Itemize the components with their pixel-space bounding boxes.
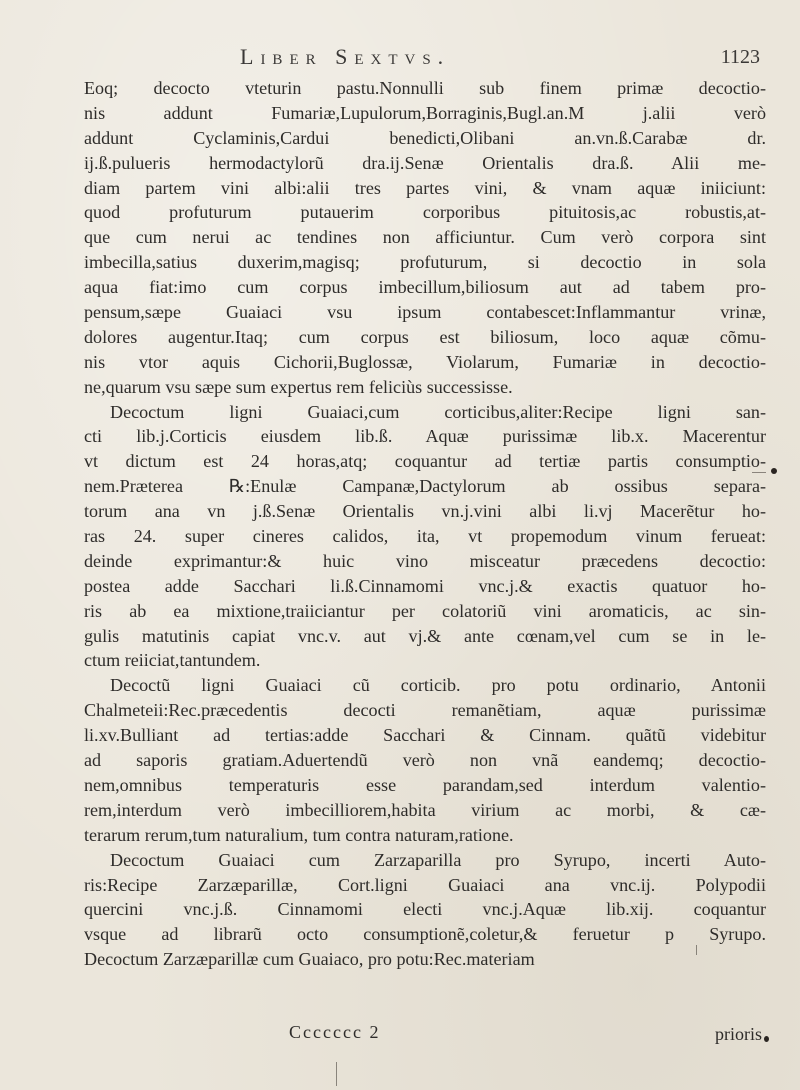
- text-line: diam partem vini albi:alii tres partes vini, & vnam aquæ iniiciunt:: [84, 177, 766, 198]
- text-line: dolores augentur.Itaq; cum corpus est biliosum, loco aquæ cõmu-: [84, 326, 766, 347]
- running-head: Liber Sextvs.: [240, 44, 451, 69]
- text-line: deinde exprimantur:& huic vino misceatur præcedens decoctio:: [84, 550, 766, 571]
- margin-scratch: [752, 472, 766, 473]
- text-line: rem,interdum verò imbecilliorem,habita virium ac morbi, & cæ-: [84, 799, 766, 820]
- text-line: quercini vnc.j.ß. Cinnamomi electi vnc.j.Aquæ lib.xij. coquantur: [84, 899, 766, 920]
- text-line: Decoctũ ligni Guaiaci cũ corticib. pro potu ordinario, Antonii: [110, 675, 766, 696]
- text-line: gulis matutinis capiat vnc.v. aut vj.& ante cœnam,vel cum se in le-: [84, 625, 766, 646]
- text-line: Chalmeteii:Rec.præcedentis decocti remanẽtiam, aquæ purissimæ: [84, 700, 766, 721]
- text-line: torum ana vn j.ß.Senæ Orientalis vn.j.vini albi li.vj Macerẽtur ho-: [84, 501, 766, 522]
- page-number: 1123: [720, 46, 760, 68]
- text-line: vsque ad librarũ octo consumptionẽ,coletur,& feruetur p Syrupo.: [84, 924, 766, 945]
- text-line: Eoq; decocto vteturin pastu.Nonnulli sub finem primæ decoctio-: [84, 78, 766, 98]
- text-line: ctum reiiciat,tantundem.: [84, 650, 261, 671]
- text-line: ne,quarum vsu sæpe sum expertus rem feliciùs successisse.: [84, 376, 513, 397]
- text-line: ij.ß.pulueris hermodactylorũ dra.ij.Senæ Orientalis dra.ß. Alii me-: [84, 152, 766, 173]
- page-footer: [84, 1022, 766, 1052]
- text-line: nis addunt Fumariæ,Lupulorum,Borraginis,Bugl.an.M j.alii verò: [84, 102, 766, 123]
- text-line: Decoctum Guaiaci cum Zarzaparilla pro Syrupo, incerti Auto-: [110, 849, 766, 870]
- text-line: nem,omnibus temperaturis esse parandam,sed interdum valentio-: [84, 774, 766, 795]
- ink-spot: [771, 468, 777, 474]
- text-line: que cum nerui ac tendines non afficiuntur. Cum verò corpora sint: [84, 227, 766, 248]
- text-line: ris:Recipe Zarzæparillæ, Cort.ligni Guaiaci ana vnc.ij. Polypodii: [84, 874, 766, 895]
- text-line: imbecilla,satius duxerim,magisq; profuturum, si decoctio in sola: [84, 252, 766, 273]
- text-line: ris ab ea mixtione,traiiciantur per colatoriũ vini aromaticis, ac sin-: [84, 600, 766, 621]
- text-line: ad saporis gratiam.Aduertendũ verò non vnã eandemq; decoctio-: [84, 750, 766, 771]
- text-line: nem.Præterea ℞:Enulæ Campanæ,Dactylorum ab ossibus separa-: [84, 476, 766, 497]
- text-line: vt dictum est 24 horas,atq; coquantur ad tertiæ partis consumptio-: [84, 451, 766, 472]
- ink-spot: [764, 1036, 769, 1042]
- text-line: Decoctum Zarzæparillæ cum Guaiaco, pro potu:Rec.materiam: [84, 949, 535, 970]
- text-line: addunt Cyclaminis,Cardui benedicti,Olibani an.vn.ß.Carabæ dr.: [84, 127, 766, 148]
- text-line: cti lib.j.Corticis eiusdem lib.ß. Aquæ purissimæ lib.x. Macerentur: [84, 426, 766, 447]
- text-line: quod profuturum putauerim corporibus pituitosis,ac robustis,at-: [84, 202, 766, 223]
- text-line: pensum,sæpe Guaiaci vsu ipsum contabescet:Inflammantur vrinæ,: [84, 302, 766, 323]
- text-line: nis vtor aquis Cichorii,Buglossæ, Violarum, Fumariæ in decoctio-: [84, 351, 766, 372]
- margin-scratch: [696, 945, 697, 955]
- text-line: postea adde Sacchari li.ß.Cinnamomi vnc.j.& exactis quatuor ho-: [84, 575, 766, 596]
- margin-scratch: [336, 1062, 337, 1086]
- text-line: terarum rerum,tum naturalium, tum contra naturam,ratione.: [84, 824, 514, 845]
- text-line: ras 24. super cineres calidos, ita, vt propemodum vinum ferueat:: [84, 526, 766, 547]
- catchword: prioris: [715, 1024, 762, 1044]
- text-line: Decoctum ligni Guaiaci,cum corticibus,aliter:Recipe ligni san-: [110, 401, 766, 422]
- text-line: li.xv.Bulliant ad tertias:adde Sacchari & Cinnam. quãtũ videbitur: [84, 725, 766, 746]
- body-text: [84, 76, 766, 972]
- text-line: aqua fiat:imo cum corpus imbecillum,biliosum aut ad tabem pro-: [84, 277, 766, 298]
- signature-mark: Ccccccc 2: [289, 1022, 381, 1042]
